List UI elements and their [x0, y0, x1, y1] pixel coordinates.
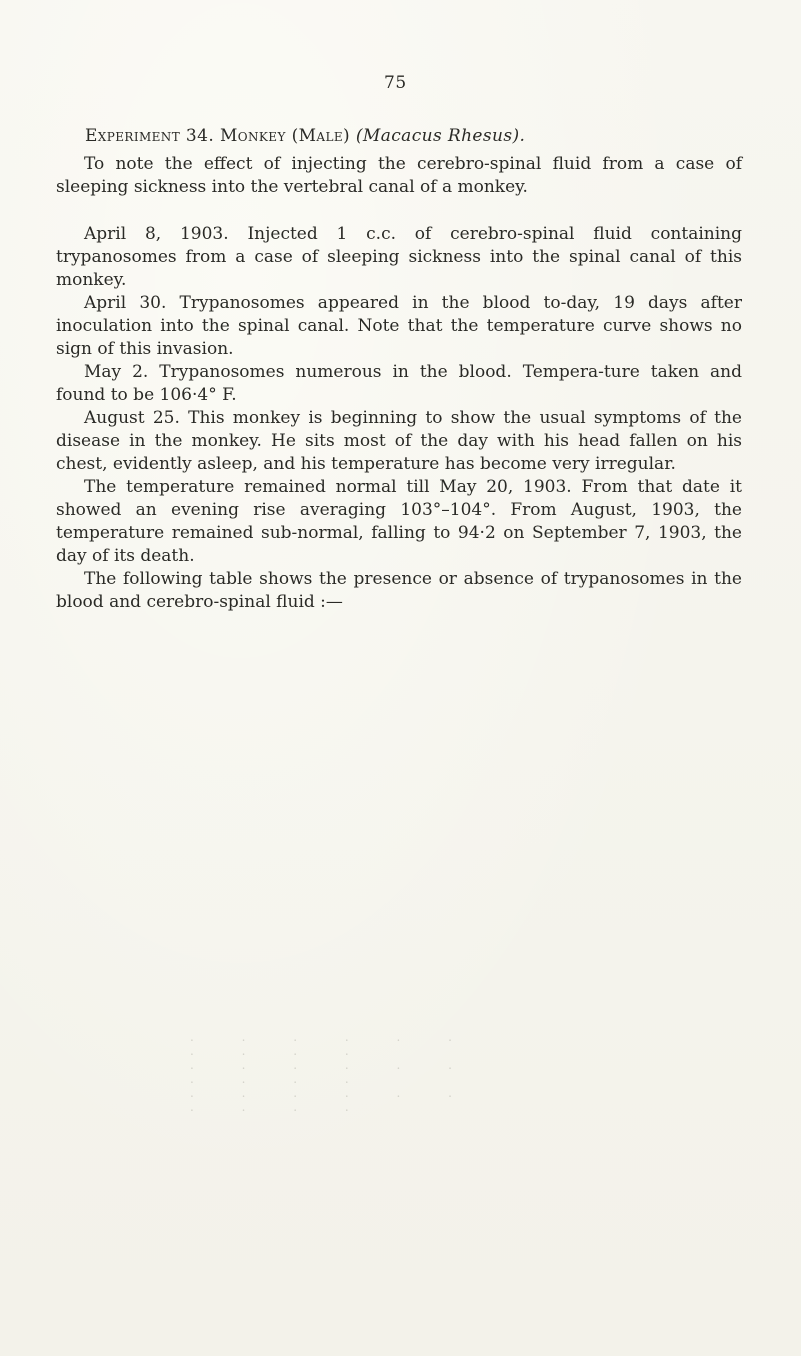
subject-label: Monkey: [219, 126, 286, 146]
intro-block: [56, 153, 742, 199]
note-paragraph: April 30. Trypanosomes appeared in the blood to-day, 19 days after inoculation into the spinal canal. Note that the temperature curve shows no sign of this invasion.: [56, 293, 742, 359]
intro-paragraph: To note the effect of injecting the cerebro-spinal fluid from a case of sleeping sickness into the vertebral canal of a monkey.: [56, 154, 742, 197]
bleed-through-marks: . . . . . . . . . . . . . . . . . . . . . . . . . . . . . .: [190, 1030, 474, 1114]
note-paragraph: May 2. Trypanosomes numerous in the blood. Tempera-ture taken and found to be 106·4° F.: [56, 362, 742, 405]
note-paragraph: The following table shows the presence or absence of trypanosomes in the blood and cerebro-spinal fluid :—: [56, 569, 742, 612]
notes-block: [56, 223, 742, 614]
note-paragraph: April 8, 1903. Injected 1 c.c. of cerebro-spinal fluid containing trypanosomes from a case of sleeping sickness into the spinal canal of this monkey.: [56, 224, 742, 290]
sex-label: (Male): [291, 126, 351, 146]
note-paragraph: The temperature remained normal till May 20, 1903. From that date it showed an evening rise averaging 103°–104°. From August, 1903, the temperature remained sub-normal, falling to 94·2 on September 7, 1903, the day of its death.: [56, 477, 742, 566]
experiment-heading: [85, 126, 525, 146]
experiment-label: Experiment 34.: [85, 126, 215, 146]
note-paragraph: August 25. This monkey is beginning to show the usual symptoms of the disease in the monkey. He sits most of the day with his head fallen on his chest, evidently asleep, and his temperature has become very irregular.: [56, 408, 742, 474]
page-number: 75: [384, 73, 407, 93]
species-label: (Macacus Rhesus).: [355, 126, 526, 146]
